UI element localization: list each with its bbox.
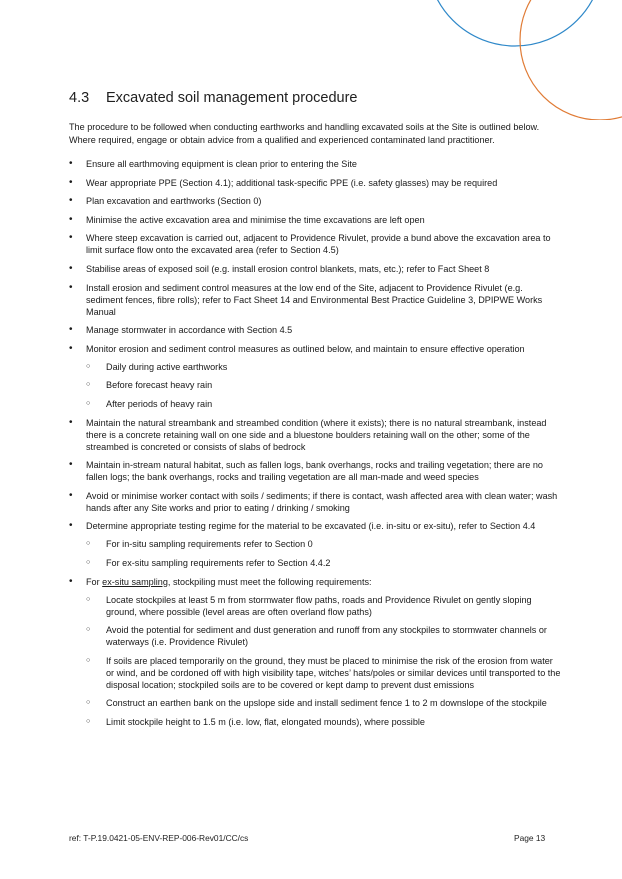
list-item-text: Monitor erosion and sediment control measures as outlined below, and maintain to ensure effective operation (86, 343, 525, 354)
list-item: • Stabilise areas of exposed soil (e.g. install erosion control blankets, mats, etc.); refer to Fact Sheet 8 (69, 263, 561, 275)
list-item: • Where steep excavation is carried out, adjacent to Providence Rivulet, provide a bund above the excavation area to limit surface flow onto the excavated area (refer to Section 4.5) (69, 232, 561, 256)
intro-paragraph: The procedure to be followed when conducting earthworks and handling excavated soils at the Site is outlined below. Where required, engage or obtain advice from a qualified and experienced contaminated land practitioner. (69, 122, 540, 145)
list-item: • Ensure all earthmoving equipment is clean prior to entering the Site (69, 158, 561, 170)
list-item: • Maintain in-stream natural habitat, such as fallen logs, bank overhangs, rocks and trailing vegetation; there are no fallen logs; the bank overhangs, rocks and trailing vegetation are all man-made and weed species (69, 459, 561, 483)
footer-reference: ref: T-P.19.0421-05-ENV-REP-006-Rev01/CC/cs (69, 833, 249, 843)
sublist-item: ○ Limit stockpile height to 1.5 m (i.e. low, flat, elongated mounds), where possible (86, 716, 561, 728)
sublist-item: ○ If soils are placed temporarily on the ground, they must be placed to minimise the risk of the erosion from water or wind, and be cordoned off with high visibility tape, witches’ hats/poles or similar devices until transported to the disposal location; stockpiled soils are to be covered or kept damp to prevent dust emissions (86, 655, 561, 691)
section-heading (69, 90, 357, 106)
sublist-item: ○ Locate stockpiles at least 5 m from stormwater flow paths, roads and Providence Rivulet on gently sloping ground, where possible (level areas are often overland flow paths) (86, 594, 561, 618)
sublist-item: ○ Daily during active earthworks (86, 361, 561, 373)
testing-sublist (86, 538, 561, 569)
page-number: Page 13 (514, 833, 546, 843)
sublist-item: ○ After periods of heavy rain (86, 398, 561, 410)
list-item (69, 520, 561, 569)
section-title: Excavated soil management procedure (106, 90, 358, 106)
list-item (69, 576, 561, 728)
list-item: • Plan excavation and earthworks (Section 0) (69, 195, 561, 207)
list-item-text: Determine appropriate testing regime for the material to be excavated (i.e. in-situ or ex-situ), refer to Section 4.4 (86, 521, 536, 532)
list-item (69, 343, 561, 410)
list-item: • Minimise the active excavation area and minimise the time excavations are left open (69, 214, 561, 226)
sublist-item: ○ For in-situ sampling requirements refer to Section 0 (86, 538, 561, 550)
monitor-sublist (86, 361, 561, 410)
procedure-list (69, 158, 561, 734)
list-item: • Install erosion and sediment control measures at the low end of the Site, adjacent to Providence Rivulet (e.g. sediment fences, fibre rolls); refer to Fact Sheet 14 and Environmental Best Practice Guideline 3, DPIPWE Works Manual (69, 282, 561, 318)
section-number: 4.3 (69, 90, 90, 106)
stockpile-sublist (86, 594, 561, 728)
list-item: • Avoid or minimise worker contact with soils / sediments; if there is contact, wash affected area with clean water; wash hands after any Site works and prior to eating / drinking / smoking (69, 490, 561, 514)
sublist-item: ○ Before forecast heavy rain (86, 379, 561, 391)
sublist-item: ○ Construct an earthen bank on the upslope side and install sediment fence 1 to 2 m downslope of the stockpile (86, 697, 561, 709)
list-item-suffix: , stockpiling must meet the following requirements: (167, 576, 372, 587)
exsitu-sampling-link[interactable]: ex-situ sampling (102, 576, 168, 587)
list-item: • Wear appropriate PPE (Section 4.1); additional task-specific PPE (i.e. safety glasses) may be required (69, 177, 561, 189)
sublist-item: ○ For ex-situ sampling requirements refer to Section 4.4.2 (86, 557, 561, 569)
sublist-item: ○ Avoid the potential for sediment and dust generation and runoff from any stockpiles to stormwater channels or waterways (i.e. Providence Rivulet) (86, 624, 561, 648)
list-item: • Manage stormwater in accordance with Section 4.5 (69, 324, 561, 336)
list-item-prefix: For (86, 576, 103, 587)
list-item: • Maintain the natural streambank and streambed condition (where it exists); there is no natural streambank, instead there is a concrete retaining wall on one side and a bluestone boulders retaining wall on the other; some of the streambed is concreted or consists of slabs of bedrock (69, 417, 561, 453)
